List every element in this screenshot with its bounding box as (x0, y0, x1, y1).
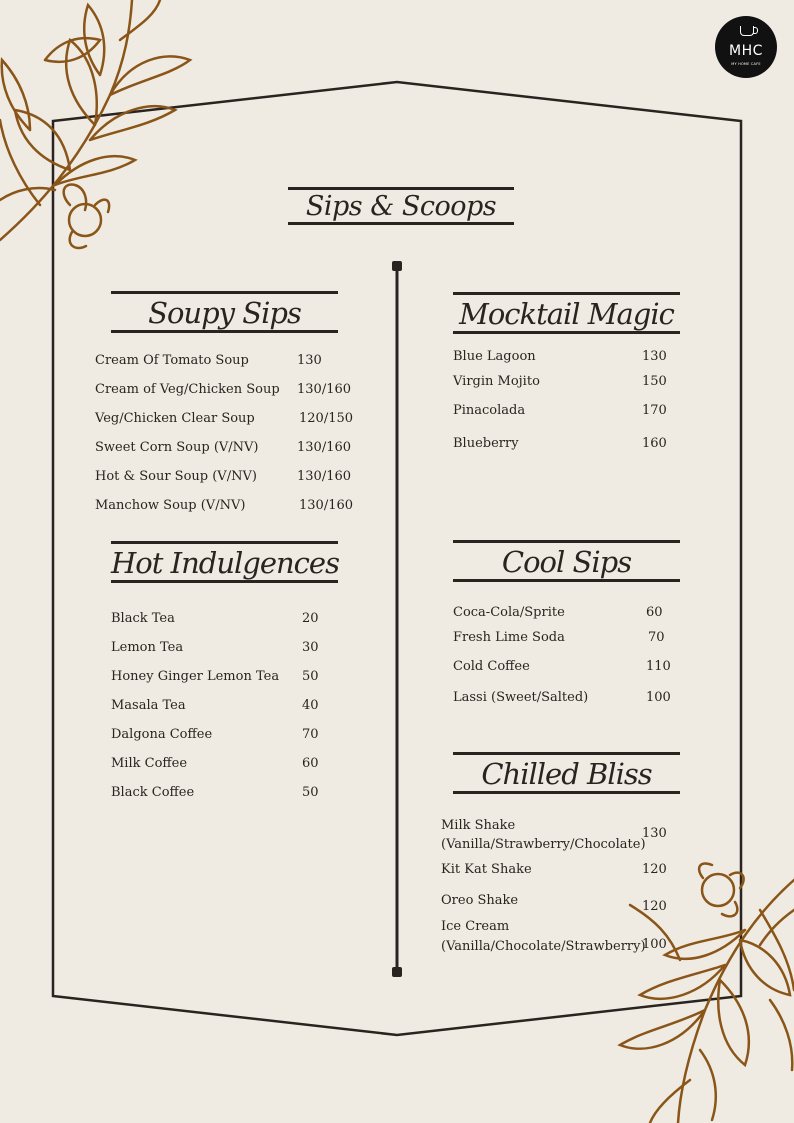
menu-item-price: 60 (646, 605, 663, 620)
menu-item-name: Masala Tea (111, 698, 186, 713)
menu-item-price: 170 (642, 403, 667, 418)
menu-item-name: Milk Coffee (111, 756, 188, 771)
menu-item-name: Virgin Mojito (453, 374, 540, 389)
menu-item-name: Blueberry (453, 436, 519, 451)
cafe-logo (715, 16, 777, 78)
menu-item-price: 20 (302, 611, 319, 626)
menu-item-price: 150 (642, 374, 667, 389)
section-heading-chilled-bliss: Chilled Bliss (453, 752, 680, 794)
menu-item-price: 130 (642, 826, 667, 841)
menu-item-price: 110 (646, 659, 671, 674)
logo-mark: MHC (729, 43, 763, 59)
menu-item-name: Black Tea (111, 611, 175, 626)
menu-item-price: 130 (642, 349, 667, 364)
menu-item-name: Blue Lagoon (453, 349, 536, 364)
coffee-cup-icon (740, 26, 754, 36)
menu-item-price: 130/160 (297, 440, 352, 455)
menu-item-price: 50 (302, 785, 319, 800)
menu-item-name: Pinacolada (453, 403, 526, 418)
menu-item-name: Cold Coffee (453, 659, 530, 674)
menu-title: Sips & Scoops (288, 187, 514, 225)
menu-item-name: Kit Kat Shake (441, 862, 532, 877)
section-heading-cool-sips: Cool Sips (453, 540, 680, 582)
menu-item-name: Honey Ginger Lemon Tea (111, 669, 280, 684)
menu-item-price: 120/150 (299, 411, 354, 426)
menu-item-name: Black Coffee (111, 785, 195, 800)
menu-item-name: Fresh Lime Soda (453, 630, 565, 645)
menu-item-price: 40 (302, 698, 319, 713)
menu-item-price: 50 (302, 669, 319, 684)
menu-item-subname: (Vanilla/Strawberry/Chocolate) (441, 837, 646, 852)
menu-item-name: Milk Shake (441, 818, 516, 833)
menu-item-price: 120 (642, 862, 667, 877)
menu-item-price: 120 (642, 899, 667, 914)
menu-item-price: 30 (302, 640, 319, 655)
menu-item-price: 60 (302, 756, 319, 771)
menu-item-name: Dalgona Coffee (111, 727, 213, 742)
menu-item-name: Veg/Chicken Clear Soup (95, 411, 255, 426)
menu-item-price: 130/160 (297, 469, 352, 484)
menu-item-name: Hot & Sour Soup (V/NV) (95, 469, 257, 484)
menu-item-price: 130 (297, 353, 322, 368)
menu-item-name: Lassi (Sweet/Salted) (453, 690, 589, 705)
center-divider (392, 261, 402, 977)
menu-item-price: 130/160 (299, 498, 354, 513)
menu-item-price: 100 (646, 690, 671, 705)
menu-item-name: Lemon Tea (111, 640, 184, 655)
menu-item-name: Cream of Veg/Chicken Soup (95, 382, 280, 397)
section-heading-hot-indulgences: Hot Indulgences (111, 541, 338, 583)
section-heading-soupy-sips: Soupy Sips (111, 291, 338, 333)
section-heading-mocktail-magic: Mocktail Magic (453, 292, 680, 334)
menu-item-price: 70 (648, 630, 665, 645)
menu-item-name: Ice Cream (441, 919, 510, 934)
menu-item-price: 100 (642, 937, 667, 952)
menu-item-name: Sweet Corn Soup (V/NV) (95, 440, 259, 455)
menu-item-name: Manchow Soup (V/NV) (95, 498, 246, 513)
leaf-ornament-top-left (0, 0, 190, 248)
menu-item-name: Oreo Shake (441, 893, 519, 908)
menu-item-name: Coca-Cola/Sprite (453, 605, 565, 620)
menu-item-subname: (Vanilla/Chocolate/Strawberry) (441, 939, 646, 954)
menu-item-name: Cream Of Tomato Soup (95, 353, 249, 368)
menu-item-price: 70 (302, 727, 319, 742)
menu-item-price: 160 (642, 436, 667, 451)
logo-tagline: MY HOME CAFE (731, 62, 761, 66)
menu-item-price: 130/160 (297, 382, 352, 397)
